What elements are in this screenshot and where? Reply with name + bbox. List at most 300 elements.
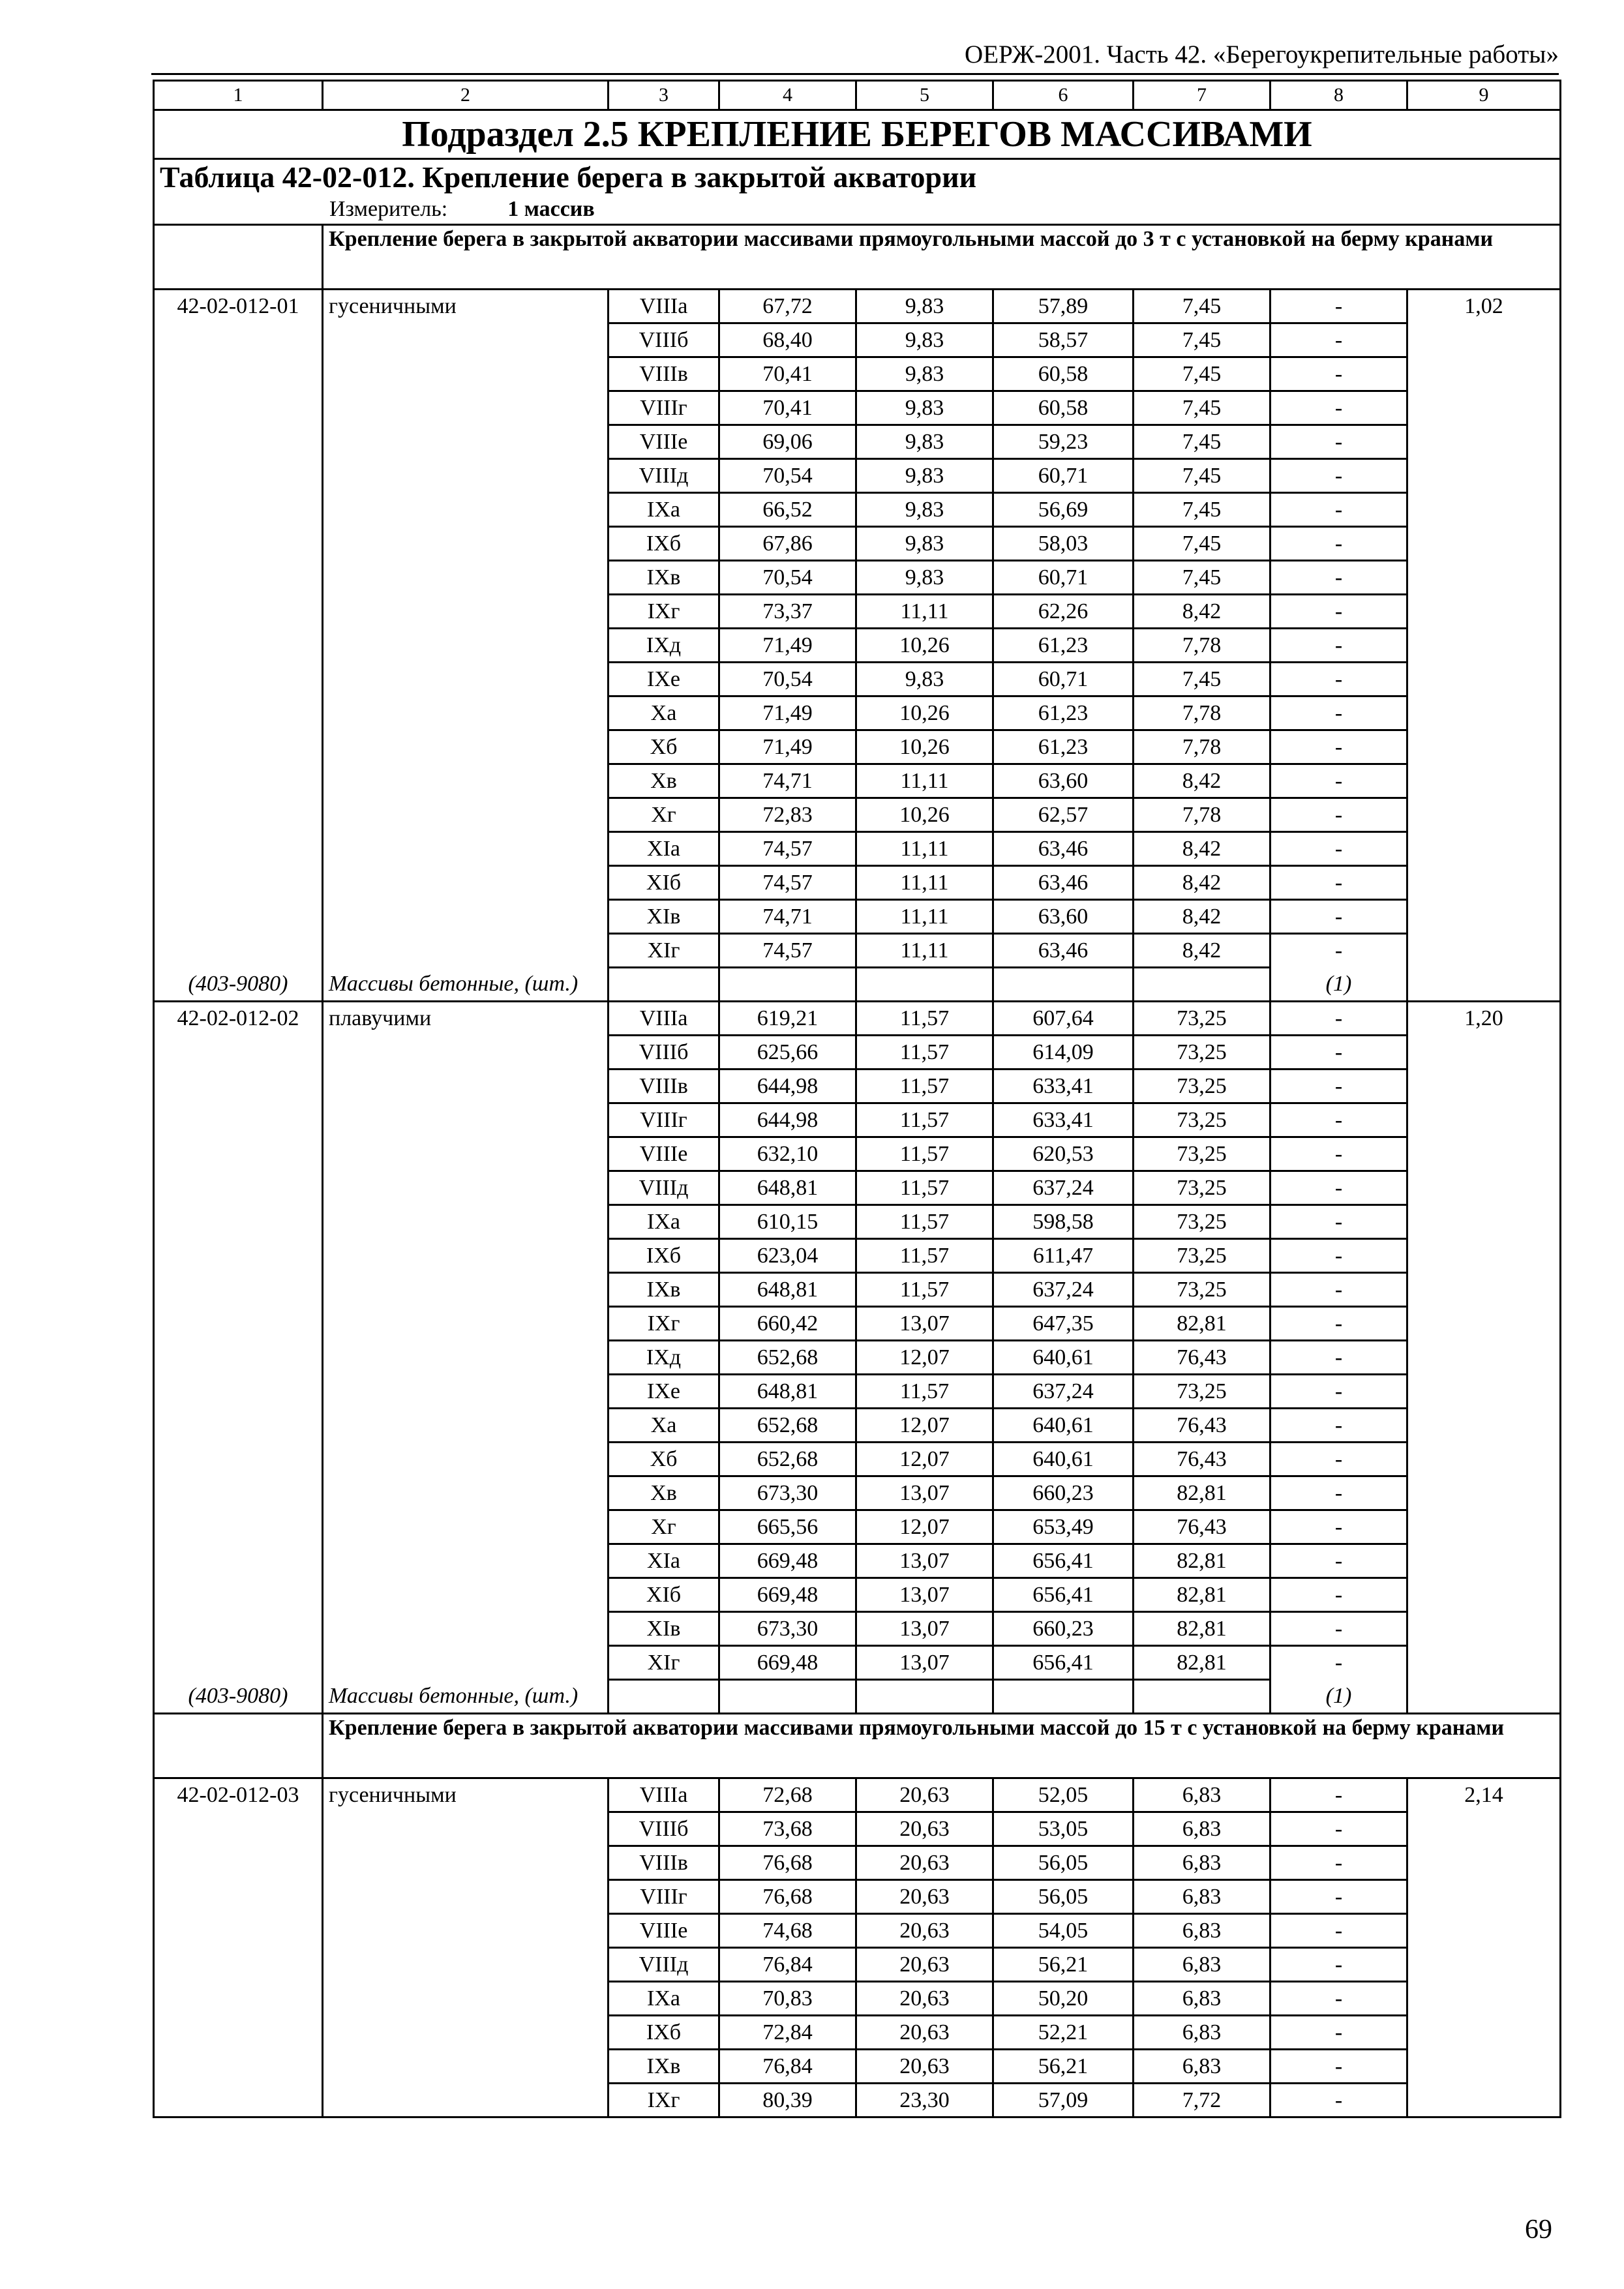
labor-norm-cont	[1407, 1476, 1561, 1510]
direct-cost-cell: 74,57	[719, 832, 856, 866]
direct-cost-cell: 610,15	[719, 1205, 856, 1239]
table-row	[154, 1578, 1561, 1612]
work-name-cont	[323, 1578, 609, 1612]
direct-cost-cell: 74,71	[719, 764, 856, 798]
machine-cost-cell: 62,26	[993, 595, 1134, 629]
labor-norm-cont	[1407, 934, 1561, 968]
labor-cost-cell: 13,07	[856, 1578, 993, 1612]
material-cost-cell: -	[1271, 323, 1407, 357]
labor-norm-cont	[1407, 900, 1561, 934]
machine-cost-cell: 56,05	[993, 1846, 1134, 1880]
machine-cost-cell: 57,89	[993, 290, 1134, 323]
direct-cost-cell: 619,21	[719, 1002, 856, 1036]
material-cost-cell: -	[1271, 1812, 1407, 1846]
labor-cost-cell: 9,83	[856, 357, 993, 391]
table-row	[154, 1510, 1561, 1544]
rate-code-cont	[154, 1812, 323, 1846]
work-name-cont	[323, 527, 609, 561]
subheading-spacer	[154, 225, 323, 290]
empty-cell	[609, 1680, 719, 1714]
machinist-wage-cell: 6,83	[1134, 1948, 1271, 1982]
machine-cost-cell: 633,41	[993, 1103, 1134, 1137]
labor-norm-cont	[1407, 2050, 1561, 2084]
table-row	[154, 425, 1561, 459]
zone-cell: VIIIв	[609, 1846, 719, 1880]
direct-cost-cell: 76,68	[719, 1880, 856, 1914]
empty-cell	[856, 1680, 993, 1714]
machinist-wage-cell: 7,78	[1134, 696, 1271, 730]
labor-cost-cell: 11,57	[856, 1375, 993, 1409]
direct-cost-cell: 644,98	[719, 1103, 856, 1137]
machine-cost-cell: 56,05	[993, 1880, 1134, 1914]
work-name: гусеничными	[323, 290, 609, 323]
machinist-wage-cell: 76,43	[1134, 1341, 1271, 1375]
direct-cost-cell: 74,57	[719, 866, 856, 900]
table-row	[154, 1002, 1561, 1036]
zone-cell: VIIIг	[609, 391, 719, 425]
machine-cost-cell: 58,57	[993, 323, 1134, 357]
table-row	[154, 730, 1561, 764]
table-row	[154, 1646, 1561, 1680]
labor-norm-cont	[1407, 1375, 1561, 1409]
zone-cell: XIг	[609, 1646, 719, 1680]
table-row	[154, 1070, 1561, 1103]
work-name-cont	[323, 391, 609, 425]
zone-cell: IXг	[609, 2084, 719, 2117]
labor-cost-cell: 20,63	[856, 1846, 993, 1880]
rate-code-cont	[154, 1036, 323, 1070]
labor-cost-cell: 11,11	[856, 934, 993, 968]
rate-code-cont	[154, 934, 323, 968]
zone-cell: IXд	[609, 629, 719, 663]
rate-code-cont	[154, 798, 323, 832]
column-number: 9	[1407, 81, 1561, 110]
table-row	[154, 459, 1561, 493]
rate-code-cont	[154, 2016, 323, 2050]
work-name-cont	[323, 1914, 609, 1948]
material-cost-cell: -	[1271, 1036, 1407, 1070]
machinist-wage-cell: 7,78	[1134, 629, 1271, 663]
work-name-cont	[323, 1205, 609, 1239]
table-row	[154, 900, 1561, 934]
rate-code: 42-02-012-02	[154, 1002, 323, 1036]
measure-label: Измеритель:	[329, 197, 448, 221]
labor-norm-cont	[1407, 1239, 1561, 1273]
measure-cell	[154, 195, 1561, 225]
zone-cell: Xв	[609, 1476, 719, 1510]
zone-cell: Xб	[609, 730, 719, 764]
labor-cost-cell: 12,07	[856, 1443, 993, 1476]
direct-cost-cell: 652,68	[719, 1409, 856, 1443]
machine-cost-cell: 61,23	[993, 696, 1134, 730]
machinist-wage-cell: 6,83	[1134, 1812, 1271, 1846]
direct-cost-cell: 669,48	[719, 1578, 856, 1612]
zone-cell: Xг	[609, 1510, 719, 1544]
direct-cost-cell: 73,68	[719, 1812, 856, 1846]
machinist-wage-cell: 73,25	[1134, 1205, 1271, 1239]
table-row	[154, 663, 1561, 696]
labor-norm-cont	[1407, 1273, 1561, 1307]
direct-cost-cell: 71,49	[719, 629, 856, 663]
machinist-wage-cell: 82,81	[1134, 1544, 1271, 1578]
rate-code-cont	[154, 1880, 323, 1914]
column-number: 3	[609, 81, 719, 110]
zone-cell: XIб	[609, 866, 719, 900]
labor-cost-cell: 20,63	[856, 1880, 993, 1914]
direct-cost-cell: 76,84	[719, 2050, 856, 2084]
zone-cell: IXв	[609, 1273, 719, 1307]
labor-cost-cell: 20,63	[856, 2016, 993, 2050]
labor-cost-cell: 9,83	[856, 391, 993, 425]
direct-cost-cell: 673,30	[719, 1476, 856, 1510]
machine-cost-cell: 50,20	[993, 1982, 1134, 2016]
work-name-cont	[323, 1846, 609, 1880]
material-cost-cell: -	[1271, 2016, 1407, 2050]
machine-cost-cell: 63,60	[993, 764, 1134, 798]
table-row	[154, 1103, 1561, 1137]
work-name-cont	[323, 2016, 609, 2050]
table-row	[154, 357, 1561, 391]
material-cost-cell: -	[1271, 1982, 1407, 2016]
labor-cost-cell: 11,57	[856, 1273, 993, 1307]
work-name-cont	[323, 595, 609, 629]
machinist-wage-cell: 73,25	[1134, 1375, 1271, 1409]
table-body	[154, 81, 1561, 2117]
zone-cell: XIа	[609, 1544, 719, 1578]
material-cost-cell: -	[1271, 1375, 1407, 1409]
machinist-wage-cell: 82,81	[1134, 1578, 1271, 1612]
table-row	[154, 1307, 1561, 1341]
work-name-cont	[323, 2050, 609, 2084]
machine-cost-cell: 640,61	[993, 1443, 1134, 1476]
table-row	[154, 934, 1561, 968]
table-row	[154, 1778, 1561, 1812]
table-row	[154, 2050, 1561, 2084]
zone-cell: VIIIб	[609, 1812, 719, 1846]
labor-norm-cont	[1407, 1982, 1561, 2016]
work-name-cont	[323, 323, 609, 357]
machine-cost-cell: 56,21	[993, 2050, 1134, 2084]
zone-cell: IXа	[609, 1982, 719, 2016]
rate-code-cont	[154, 1341, 323, 1375]
rate-code-cont	[154, 1443, 323, 1476]
labor-norm-cont	[1407, 1205, 1561, 1239]
machinist-wage-cell: 76,43	[1134, 1510, 1271, 1544]
direct-cost-cell: 648,81	[719, 1375, 856, 1409]
machine-cost-cell: 647,35	[993, 1307, 1134, 1341]
material-cost-cell: -	[1271, 1778, 1407, 1812]
labor-cost-cell: 9,83	[856, 459, 993, 493]
subheading-spacer	[154, 1714, 323, 1778]
table-row	[154, 2016, 1561, 2050]
table-row	[154, 1812, 1561, 1846]
labor-cost-cell: 13,07	[856, 1646, 993, 1680]
direct-cost-cell: 74,57	[719, 934, 856, 968]
table-row	[154, 1409, 1561, 1443]
machinist-wage-cell: 73,25	[1134, 1239, 1271, 1273]
labor-cost-cell: 11,11	[856, 866, 993, 900]
work-name: плавучими	[323, 1002, 609, 1036]
zone-cell: XIб	[609, 1578, 719, 1612]
material-quantity: (1)	[1271, 1680, 1407, 1714]
machinist-wage-cell: 7,45	[1134, 527, 1271, 561]
material-cost-cell: -	[1271, 1409, 1407, 1443]
machinist-wage-cell: 73,25	[1134, 1103, 1271, 1137]
column-number: 7	[1134, 81, 1271, 110]
material-cost-cell: -	[1271, 561, 1407, 595]
column-number: 6	[993, 81, 1134, 110]
work-name-cont	[323, 1239, 609, 1273]
direct-cost-cell: 70,54	[719, 459, 856, 493]
machine-cost-cell: 56,21	[993, 1948, 1134, 1982]
machinist-wage-cell: 76,43	[1134, 1443, 1271, 1476]
labor-norm-cell: 2,14	[1407, 1778, 1561, 1812]
rate-code: 42-02-012-01	[154, 290, 323, 323]
zone-cell: IXд	[609, 1341, 719, 1375]
labor-cost-cell: 11,57	[856, 1171, 993, 1205]
machinist-wage-cell: 8,42	[1134, 764, 1271, 798]
machine-cost-cell: 611,47	[993, 1239, 1134, 1273]
material-cost-cell: -	[1271, 493, 1407, 527]
rate-code-cont	[154, 663, 323, 696]
direct-cost-cell: 70,54	[719, 663, 856, 696]
rate-code-cont	[154, 629, 323, 663]
direct-cost-cell: 660,42	[719, 1307, 856, 1341]
machinist-wage-cell: 6,83	[1134, 1982, 1271, 2016]
direct-cost-cell: 70,41	[719, 391, 856, 425]
work-name-cont	[323, 696, 609, 730]
material-cost-cell: -	[1271, 391, 1407, 425]
rates-table	[153, 80, 1561, 2118]
zone-cell: VIIIа	[609, 1778, 719, 1812]
rate-code-cont	[154, 1171, 323, 1205]
labor-norm-cont	[1407, 764, 1561, 798]
labor-cost-cell: 13,07	[856, 1544, 993, 1578]
labor-norm-cont	[1407, 1680, 1561, 1714]
material-cost-cell: -	[1271, 1171, 1407, 1205]
labor-norm-cont	[1407, 1341, 1561, 1375]
material-cost-cell: -	[1271, 866, 1407, 900]
labor-norm-cont	[1407, 832, 1561, 866]
material-cost-cell: -	[1271, 527, 1407, 561]
work-name-cont	[323, 663, 609, 696]
work-name-cont	[323, 1646, 609, 1680]
labor-norm-cont	[1407, 629, 1561, 663]
machinist-wage-cell: 7,45	[1134, 425, 1271, 459]
column-number: 2	[323, 81, 609, 110]
machinist-wage-cell: 8,42	[1134, 900, 1271, 934]
direct-cost-cell: 625,66	[719, 1036, 856, 1070]
labor-norm-cont	[1407, 527, 1561, 561]
work-name-cont	[323, 798, 609, 832]
material-cost-cell: -	[1271, 595, 1407, 629]
labor-norm-cont	[1407, 561, 1561, 595]
labor-cost-cell: 11,57	[856, 1036, 993, 1070]
labor-cost-cell: 10,26	[856, 629, 993, 663]
rate-code-cont	[154, 493, 323, 527]
machine-cost-cell: 656,41	[993, 1578, 1134, 1612]
zone-cell: XIа	[609, 832, 719, 866]
machinist-wage-cell: 7,45	[1134, 459, 1271, 493]
table-row	[154, 832, 1561, 866]
zone-cell: IXв	[609, 561, 719, 595]
rate-code-cont	[154, 1578, 323, 1612]
machinist-wage-cell: 8,42	[1134, 866, 1271, 900]
rate-code-cont	[154, 527, 323, 561]
column-number: 5	[856, 81, 993, 110]
material-cost-cell: -	[1271, 764, 1407, 798]
table-row	[154, 290, 1561, 323]
table-row	[154, 1914, 1561, 1948]
rate-code-cont	[154, 1409, 323, 1443]
zone-cell: XIг	[609, 934, 719, 968]
rate-code-cont	[154, 595, 323, 629]
machine-cost-cell: 633,41	[993, 1070, 1134, 1103]
machine-cost-cell: 57,09	[993, 2084, 1134, 2117]
direct-cost-cell: 70,54	[719, 561, 856, 595]
zone-cell: VIIIг	[609, 1880, 719, 1914]
machine-cost-cell: 60,58	[993, 357, 1134, 391]
work-name-cont	[323, 1612, 609, 1646]
work-name-cont	[323, 1036, 609, 1070]
direct-cost-cell: 632,10	[719, 1137, 856, 1171]
zone-cell: VIIIв	[609, 1070, 719, 1103]
rate-code-cont	[154, 1612, 323, 1646]
labor-cost-cell: 20,63	[856, 1982, 993, 2016]
labor-norm-cont	[1407, 1846, 1561, 1880]
rate-code-cont	[154, 900, 323, 934]
direct-cost-cell: 71,49	[719, 696, 856, 730]
rate-code-cont	[154, 2050, 323, 2084]
rate-code-cont	[154, 1510, 323, 1544]
table-row	[154, 1948, 1561, 1982]
rate-code-cont	[154, 561, 323, 595]
labor-norm-cont	[1407, 459, 1561, 493]
machine-cost-cell: 63,46	[993, 934, 1134, 968]
table-row	[154, 1880, 1561, 1914]
machine-cost-cell: 56,69	[993, 493, 1134, 527]
material-cost-cell: -	[1271, 1239, 1407, 1273]
material-cost-cell: -	[1271, 357, 1407, 391]
labor-norm-cont	[1407, 323, 1561, 357]
work-name-cont	[323, 1341, 609, 1375]
machine-cost-cell: 52,21	[993, 2016, 1134, 2050]
table-row	[154, 595, 1561, 629]
machine-cost-cell: 63,46	[993, 832, 1134, 866]
rate-code-cont	[154, 425, 323, 459]
direct-cost-cell: 74,68	[719, 1914, 856, 1948]
labor-cost-cell: 10,26	[856, 730, 993, 764]
machine-cost-cell: 637,24	[993, 1273, 1134, 1307]
rate-code-cont	[154, 459, 323, 493]
zone-cell: VIIIа	[609, 290, 719, 323]
direct-cost-cell: 652,68	[719, 1341, 856, 1375]
machine-cost-cell: 637,24	[993, 1375, 1134, 1409]
zone-cell: IXг	[609, 595, 719, 629]
machinist-wage-cell: 6,83	[1134, 1778, 1271, 1812]
zone-cell: VIIIд	[609, 459, 719, 493]
machinist-wage-cell: 6,83	[1134, 2016, 1271, 2050]
zone-cell: XIв	[609, 1612, 719, 1646]
subheading-row	[154, 1714, 1561, 1778]
work-name-cont	[323, 1273, 609, 1307]
labor-cost-cell: 11,57	[856, 1070, 993, 1103]
zone-cell: Xа	[609, 1409, 719, 1443]
zone-cell: VIIIд	[609, 1171, 719, 1205]
direct-cost-cell: 669,48	[719, 1646, 856, 1680]
direct-cost-cell: 80,39	[719, 2084, 856, 2117]
material-cost-cell: -	[1271, 1273, 1407, 1307]
zone-cell: IXе	[609, 663, 719, 696]
subheading: Крепление берега в закрытой акватории массивами прямоугольными массой до 15 т с установкой на берму кранами	[323, 1714, 1561, 1778]
work-name-cont	[323, 1443, 609, 1476]
table-row	[154, 866, 1561, 900]
labor-cost-cell: 11,57	[856, 1002, 993, 1036]
table-title: Таблица 42-02-012. Крепление берега в закрытой акватории	[154, 159, 1561, 196]
work-name-cont	[323, 629, 609, 663]
direct-cost-cell: 70,41	[719, 357, 856, 391]
zone-cell: XIв	[609, 900, 719, 934]
machinist-wage-cell: 8,42	[1134, 595, 1271, 629]
work-name-cont	[323, 832, 609, 866]
direct-cost-cell: 673,30	[719, 1612, 856, 1646]
rate-code-cont	[154, 1205, 323, 1239]
labor-cost-cell: 20,63	[856, 1914, 993, 1948]
material-cost-cell: -	[1271, 1002, 1407, 1036]
machine-cost-cell: 63,46	[993, 866, 1134, 900]
zone-cell: Xб	[609, 1443, 719, 1476]
material-cost-cell: -	[1271, 2084, 1407, 2117]
labor-cost-cell: 9,83	[856, 425, 993, 459]
labor-cost-cell: 20,63	[856, 1778, 993, 1812]
rate-code-cont	[154, 832, 323, 866]
machinist-wage-cell: 82,81	[1134, 1612, 1271, 1646]
zone-cell: VIIIе	[609, 1914, 719, 1948]
table-row	[154, 1612, 1561, 1646]
subheading-row	[154, 225, 1561, 290]
direct-cost-cell: 652,68	[719, 1443, 856, 1476]
work-name-cont	[323, 1103, 609, 1137]
labor-cost-cell: 23,30	[856, 2084, 993, 2117]
rate-code-cont	[154, 866, 323, 900]
table-row	[154, 1846, 1561, 1880]
direct-cost-cell: 73,37	[719, 595, 856, 629]
machine-cost-cell: 598,58	[993, 1205, 1134, 1239]
table-row	[154, 1137, 1561, 1171]
labor-norm-cont	[1407, 1812, 1561, 1846]
labor-norm-cont	[1407, 1510, 1561, 1544]
material-cost-cell: -	[1271, 1341, 1407, 1375]
labor-cost-cell: 11,11	[856, 832, 993, 866]
machinist-wage-cell: 73,25	[1134, 1273, 1271, 1307]
work-name-cont	[323, 1307, 609, 1341]
machinist-wage-cell: 7,45	[1134, 561, 1271, 595]
table-row	[154, 391, 1561, 425]
work-name-cont	[323, 425, 609, 459]
page-number: 69	[1525, 2215, 1552, 2245]
labor-cost-cell: 9,83	[856, 493, 993, 527]
material-cost-cell: -	[1271, 663, 1407, 696]
labor-cost-cell: 9,83	[856, 323, 993, 357]
labor-norm-cont	[1407, 968, 1561, 1002]
work-name-cont	[323, 1070, 609, 1103]
zone-cell: Xа	[609, 696, 719, 730]
rate-code-cont	[154, 1948, 323, 1982]
rate-code-cont	[154, 1846, 323, 1880]
labor-norm-cont	[1407, 1036, 1561, 1070]
material-cost-cell: -	[1271, 696, 1407, 730]
zone-cell: VIIIе	[609, 425, 719, 459]
